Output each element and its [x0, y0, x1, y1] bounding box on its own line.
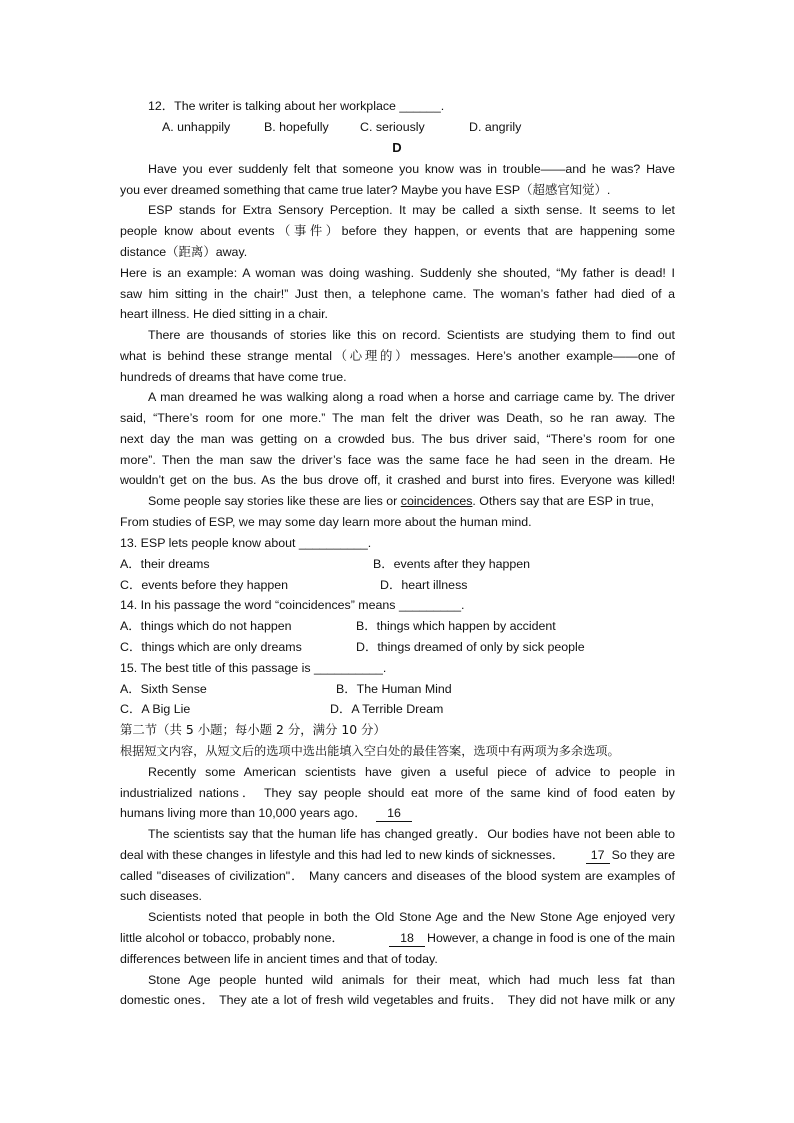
keyword-coincidences: coincidences	[400, 494, 473, 508]
passage-d-line: saw him sitting in the chair!” Just then, a telephone came. The woman’s father had died of a	[120, 287, 675, 301]
passage-d-line-with-keyword	[148, 491, 675, 511]
passage-d-line: ESP stands for Extra Sensory Perception. It may be called a sixth sense. It seems to let	[148, 203, 675, 217]
passage-d-line: Here is an example: A woman was doing washing. Suddenly she shouted, “My father is dead! I	[120, 266, 675, 280]
question-12-option-c: C. seriously	[360, 120, 425, 134]
passage-2-text: little alcohol or tobacco, probably none．	[120, 931, 344, 945]
passage-2-text: So they are	[611, 848, 675, 862]
passage-d-line: next day the man was getting on a crowded bus. The bus driver said, “There’s room for one	[120, 432, 675, 446]
question-12-option-b: B. hopefully	[264, 120, 329, 134]
passage-d-line: A man dreamed he was walking along a road when a horse and carriage came by. The driver	[148, 390, 675, 404]
passage-2-text: humans living more than 10,000 years ago．	[120, 806, 367, 820]
question-13-option-b: B．events after they happen	[373, 557, 531, 571]
section-d-heading: D	[392, 140, 402, 155]
passage-2-line: differences between life in ancient times and that of today.	[120, 952, 438, 966]
passage-2-line-with-blank-18	[120, 928, 675, 948]
passage-2-line: The scientists say that the human life has changed greatly．Our bodies have not been able to	[148, 827, 675, 841]
passage-d-line: distance（距离）away.	[120, 245, 248, 259]
passage-2-line: domestic ones． They ate a lot of fresh wild vegetables and fruits． They did not have milk or any	[120, 993, 675, 1007]
passage-2-line: called "diseases of civilization"． Many cancers and diseases of the blood system are examples of	[120, 869, 675, 883]
question-13-option-d: D．heart illness	[380, 578, 468, 592]
passage-2-line-with-blank-16	[120, 803, 675, 823]
section-2-heading: 第二节（共 5 小题；每小题 2 分，满分 10 分）	[120, 722, 386, 737]
question-14-stem: 14. In his passage the word “coincidences” means _________.	[120, 598, 465, 612]
question-15-option-d: D．A Terrible Dream	[330, 702, 444, 716]
passage-d-line: people know about events（事件）before they happen, or events that are happening some	[120, 224, 675, 238]
passage-2-line: such diseases.	[120, 889, 202, 903]
question-13-option-a: A．their dreams	[120, 557, 210, 571]
question-15-stem: 15. The best title of this passage is __________.	[120, 661, 387, 675]
passage-2-text: However, a change in food is one of the main	[427, 931, 675, 945]
passage-2-line: industrialized nations． They say people should eat more of the same kind of food eaten by	[120, 786, 675, 800]
question-13-stem: 13. ESP lets people know about __________.	[120, 536, 372, 550]
passage-d-line: Have you ever suddenly felt that someone you know was in trouble——and he was? Have	[148, 162, 675, 176]
question-15-option-a: A．Sixth Sense	[120, 682, 207, 696]
question-12-option-d: D. angrily	[469, 120, 522, 134]
blank-18: 18	[389, 931, 425, 947]
blank-17: 17	[586, 848, 610, 864]
passage-d-line: what is behind these strange mental（心理的）messages. Here’s another example——one of	[120, 349, 675, 363]
blank-16: 16	[376, 806, 412, 822]
section-2-instruction: 根据短文内容，从短文后的选项中选出能填入空白处的最佳答案，选项中有两项为多余选项。	[120, 744, 620, 758]
passage-d-text: Some people say stories like these are lies or	[148, 494, 401, 508]
question-13-option-c: C．events before they happen	[120, 578, 289, 592]
passage-d-line: you ever dreamed something that came true later? Maybe you have ESP（超感官知觉）.	[120, 183, 611, 197]
passage-d-line: There are thousands of stories like this on record. Scientists are studying them to find out	[148, 328, 675, 342]
question-14-option-b: B．things which happen by accident	[356, 619, 556, 633]
passage-d-line: heart illness. He died sitting in a chair.	[120, 307, 328, 321]
question-14-option-d: D．things dreamed of only by sick people	[356, 640, 585, 654]
question-15-option-b: B．The Human Mind	[336, 682, 452, 696]
question-14-option-a: A．things which do not happen	[120, 619, 292, 633]
passage-d-line: From studies of ESP, we may some day learn more about the human mind.	[120, 515, 532, 529]
passage-2-line: Stone Age people hunted wild animals for their meat, which had much less fat than	[148, 973, 675, 987]
passage-d-text: . Others say that are ESP in true,	[472, 494, 654, 508]
question-15-option-c: C．A Big Lie	[120, 702, 191, 716]
question-14-option-c: C．things which are only dreams	[120, 640, 302, 654]
passage-2-line: Scientists noted that people in both the Old Stone Age and the New Stone Age enjoyed very	[148, 910, 675, 924]
passage-d-line: more”. Then the man saw the driver’s face was the same face he had seen in the dream. He	[120, 453, 675, 467]
question-12-option-a: A. unhappily	[162, 120, 231, 134]
passage-2-text: deal with these changes in lifestyle and this had led to new kinds of sicknesses．	[120, 848, 565, 862]
passage-d-line: wouldn’t get on the bus. As the bus drove off, it crashed and burst into fires. Everyone was killed!	[120, 473, 675, 487]
question-12-stem: 12．The writer is talking about her workplace ______.	[148, 99, 445, 113]
passage-d-line: said, “There’s room for one more.” The man felt the driver was Death, so he ran away. The	[120, 411, 675, 425]
passage-2-line-with-blank-17	[120, 845, 675, 865]
passage-d-line: hundreds of dreams that have come true.	[120, 370, 347, 384]
passage-2-line: Recently some American scientists have given a useful piece of advice to people in	[148, 765, 675, 779]
